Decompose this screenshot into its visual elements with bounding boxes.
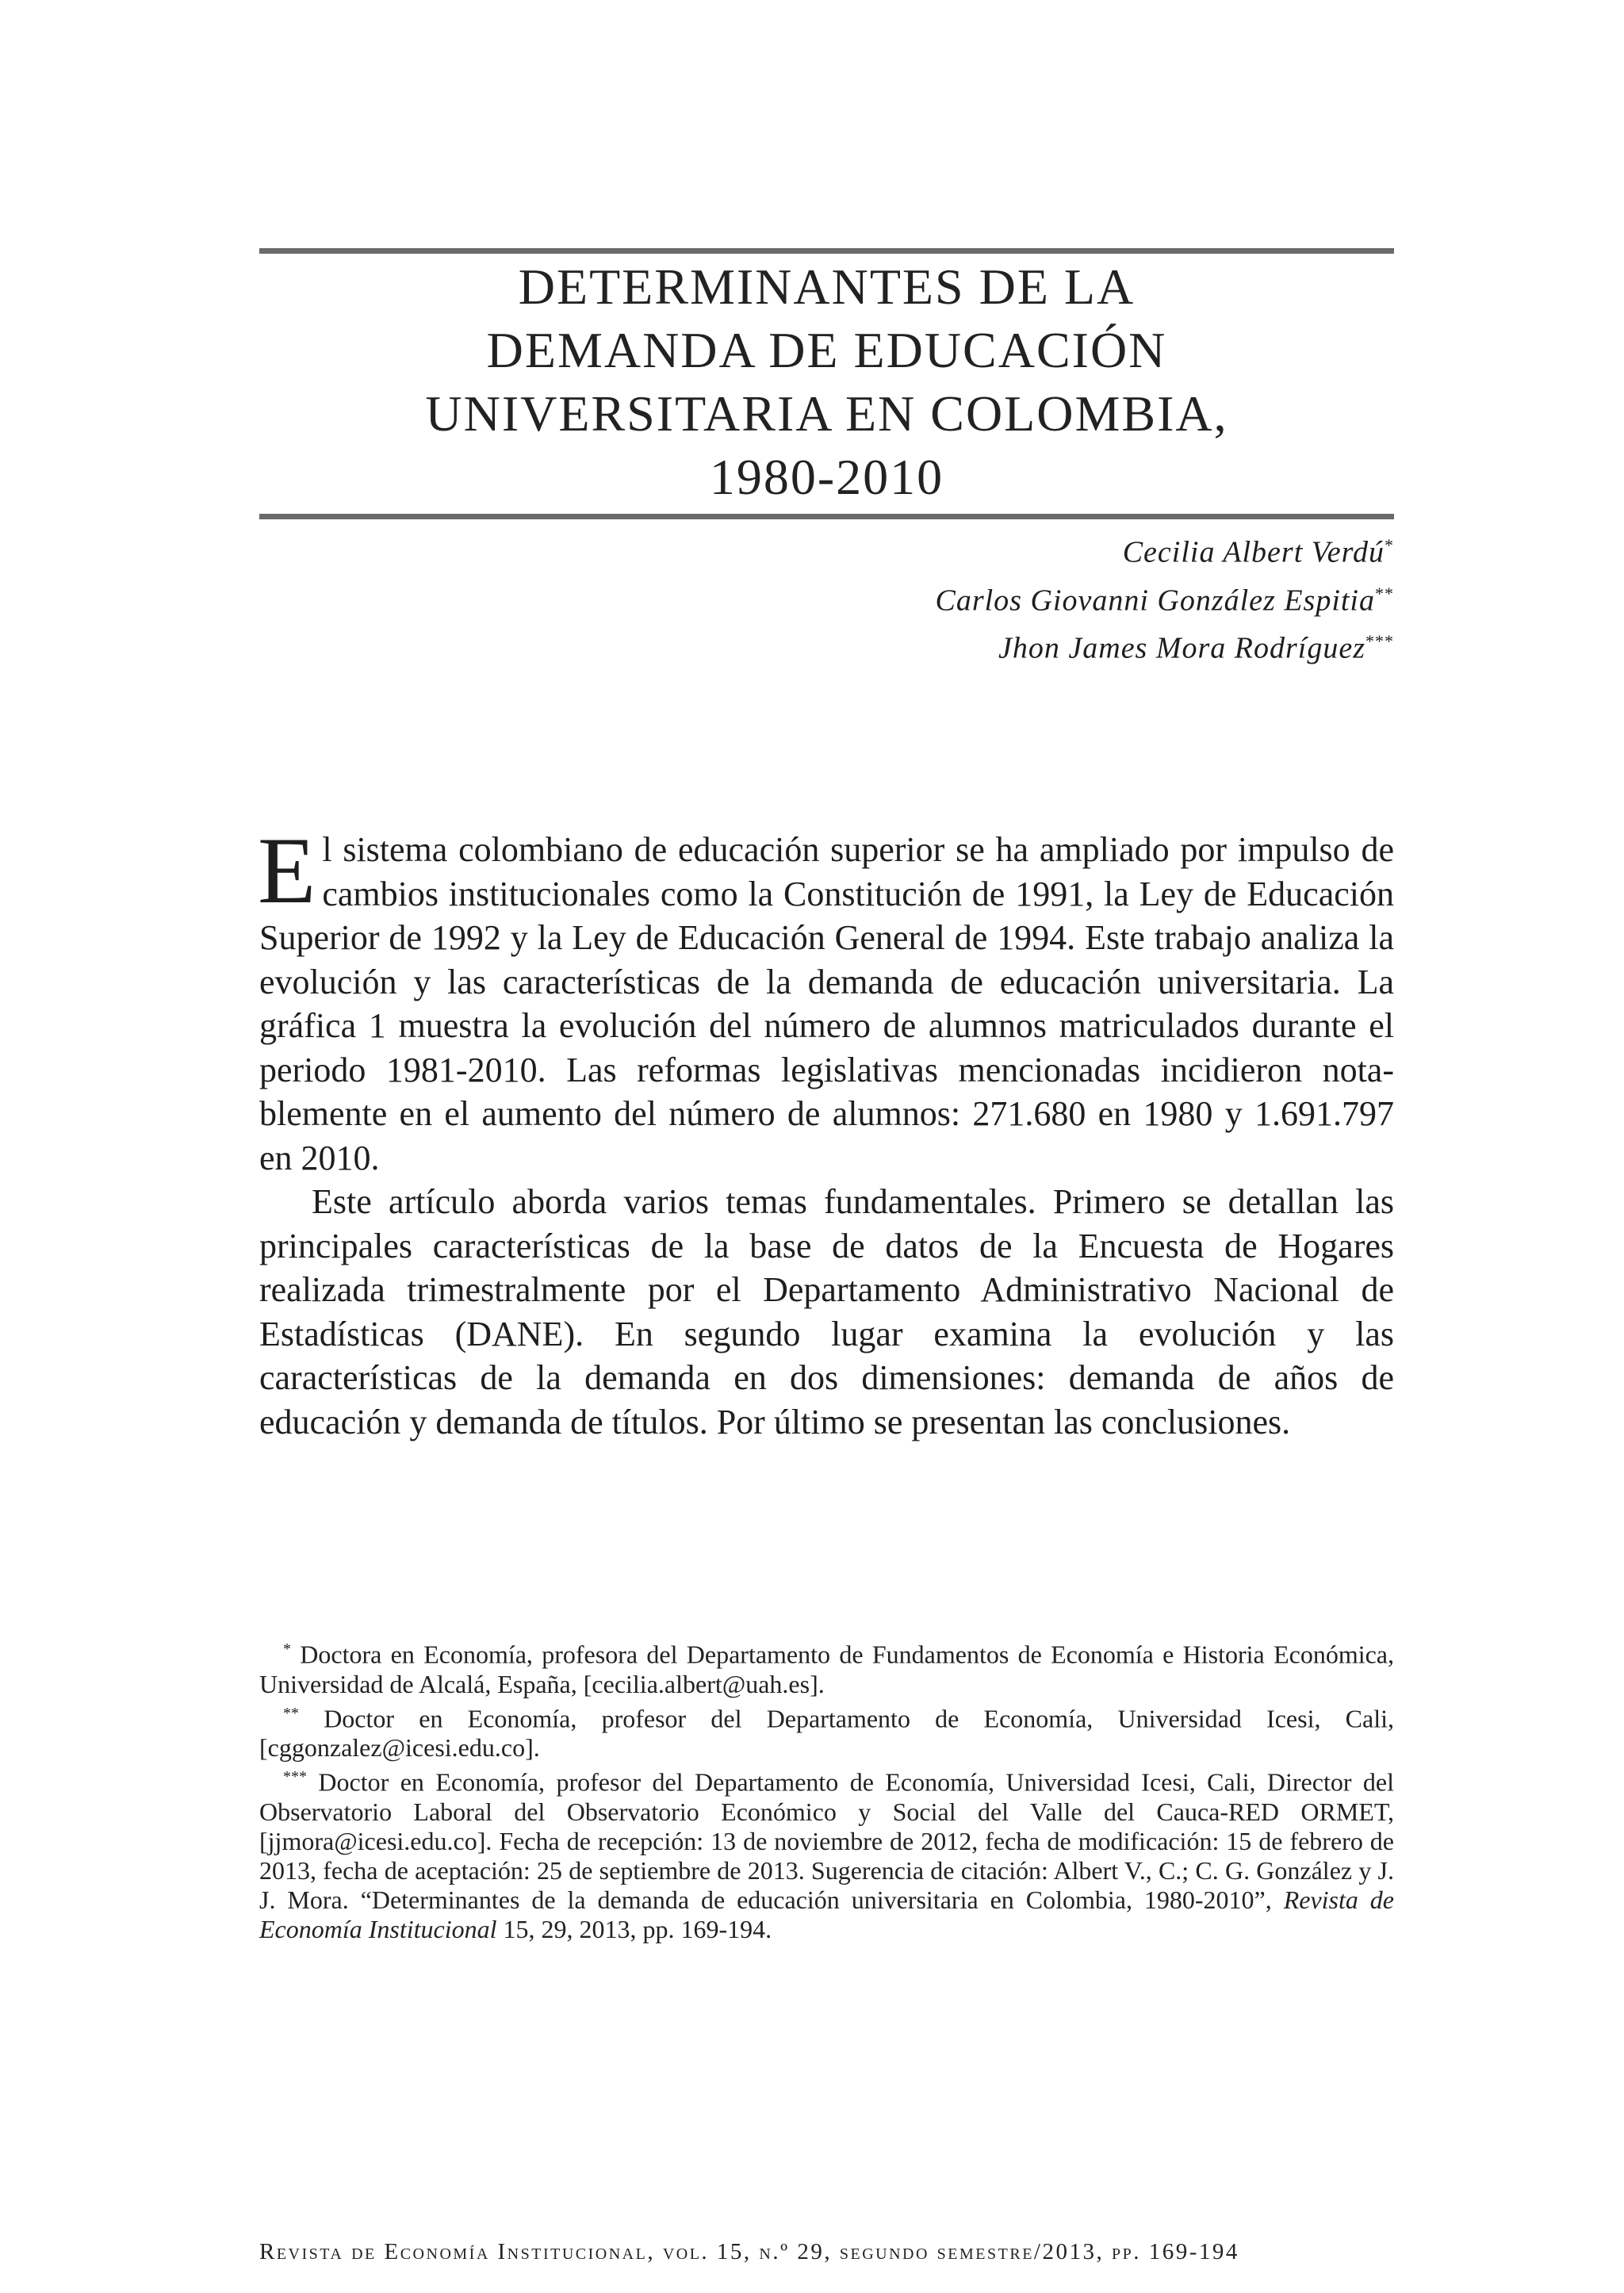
footnote	[259, 1763, 1394, 1944]
acronym: DANE	[466, 1314, 564, 1353]
footnote-mark: **	[283, 1704, 299, 1722]
footnote-text: 15, 29, 2013, pp. 169-194.	[496, 1914, 772, 1943]
footnote-text: Doctor en Economía, profesor del Departamento de Economía, Universidad Icesi, Cali, Director del Observatorio Laboral del Observatorio Económico y Social del Valle del Cauca-RED ORMET, [jjmora@icesi.edu.co]. Fecha de recepción: 13 de noviembre de 2012, fecha de modificación: 15 de febrero de 2013, fecha de aceptación: 25 de septiembre de 2013. Sugerencia de citación: Albert V., C.; C. G. González y J. J. Mora. “Determinantes de la demanda de educación universitaria en Colombia, 1980-2010”,	[259, 1767, 1394, 1914]
title-rule-top	[259, 248, 1394, 254]
author-entry	[935, 573, 1394, 622]
footnote	[259, 1699, 1394, 1763]
author-entry	[935, 525, 1394, 573]
journal-name: Revista de Economía Institucional	[259, 1885, 1395, 1943]
article-title	[259, 255, 1394, 509]
title-line: UNIVERSITARIA EN COLOMBIA,	[425, 385, 1228, 442]
author-name: Jhon James Mora Rodríguez	[998, 631, 1365, 665]
author-entry	[935, 621, 1394, 669]
title-line: 1980-2010	[709, 449, 944, 505]
author-mark: **	[1375, 583, 1394, 603]
paragraph-text: ). En segundo lugar examina la evolución y las características de la demanda en dos dimensiones: demanda de años de educación y demanda de títulos. Por último se presentan las conclusiones.	[259, 1314, 1394, 1441]
article-body	[258, 817, 1394, 1444]
footnote-mark: *	[283, 1640, 291, 1658]
footnote-mark: ***	[283, 1768, 307, 1786]
author-list	[935, 525, 1394, 669]
title-rule-bottom	[259, 514, 1394, 519]
paragraph-text: l sistema colombiano de educación superior se ha ampliado por impulso de cambios institucionales como la Constitución de 1991, la Ley de Educación Superior de 1992 y la Ley de Educación General de 1994. Este trabajo analiza la evolución y las características de la demanda de educación universitaria. La gráfica 1 muestra la evolución del número de alumnos matriculados durante el periodo 1981-2010. Las reformas legislativas mencionadas incidieron notablemente en el aumento del número de alumnos: 271.680 en 1980 y 1.691.797 en 2010.	[259, 830, 1394, 1177]
footnote-text: Doctor en Economía, profesor del Departamento de Economía, Universidad Icesi, Cali, [cggonzalez@icesi.edu.co].	[259, 1704, 1394, 1763]
title-line: DEMANDA DE EDUCACIÓN	[486, 322, 1167, 378]
title-line: DETERMINANTES DE LA	[518, 258, 1136, 315]
footnote-text: Doctora en Economía, profesora del Departamento de Fundamentos de Economía e Historia Económica, Universidad de Alcalá, España, [cecilia.albert@uah.es].	[259, 1640, 1394, 1698]
body-paragraph	[259, 1180, 1394, 1444]
author-mark: *	[1385, 535, 1394, 555]
author-name: Cecilia Albert Verdú	[1122, 535, 1385, 569]
author-name: Carlos Giovanni González Espitia	[935, 584, 1375, 618]
running-footer: Revista de Economía Institucional, vol. 15, n.º 29, segundo semestre/2013, pp. 169-194	[259, 2239, 1239, 2264]
paragraph-text: Este artículo aborda varios temas fundamentales. Primero se detallan las principales características de la base de datos de la Encuesta de Hogares realizada trimestralmente por el Departamento Administrativo Nacional de Estadísticas (	[259, 1182, 1394, 1353]
footnotes	[259, 1635, 1394, 1944]
body-paragraph	[258, 817, 1394, 1180]
footnote	[259, 1635, 1394, 1699]
drop-cap: E	[258, 817, 316, 923]
author-mark: ***	[1365, 631, 1394, 652]
